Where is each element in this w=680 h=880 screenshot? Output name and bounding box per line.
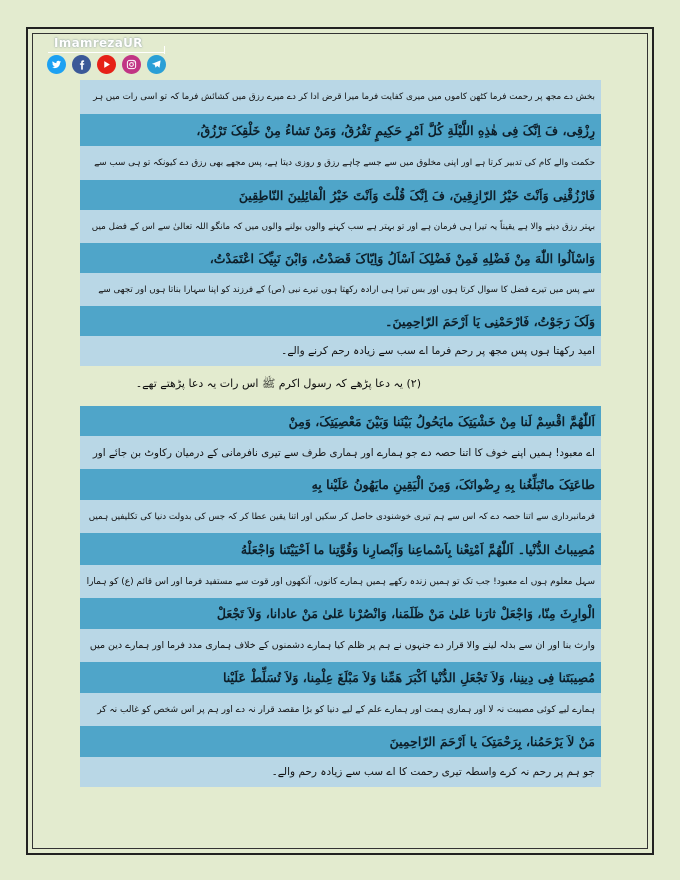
translation-line: امید رکھتا ہوں پس مجھ پر رحم فرما اے سب سے زیادہ رحم کرنے والے۔ [80, 336, 601, 366]
translation-line: ہمارے لیے کوئی مصیبت نہ لا اور ہماری ہمت اور ہمارے علم کے لیے دنیا کو بڑا مقصد قرار نہ دے اور ہم پر اس شخص کو غالب نہ کر [80, 693, 601, 726]
translation-line: بخش دے مجھ پر رحمت فرما کٹھن کاموں میں میری کفایت فرما میرا قرض ادا کر دے میرے رزق میں کشائش فرما کہ تو اسی رات میں ہر [80, 80, 601, 114]
translation-line: جو ہم پر رحم نہ کرے واسطہ تیری رحمت کا اے سب سے زیادہ رحم والے۔ [80, 757, 601, 787]
arabic-line: مُصِیبَتَنا فِی دِینِنا، وَلاَ تَجْعَلِ الدُّنْیا اَکْبَرَ هَمِّنا وَلاَ مَبْلَغَ عِلْمِنا، وَلاَ تُسَلِّطْ عَلَیْنا [80, 662, 601, 693]
translation-line: بہتر رزق دینے والا ہے یقیناً یہ تیرا ہی فرمان ہے اور تو بہتر ہے سب کہنے والوں بولنے والوں میں کہ مانگو اللہ تعالیٰ سے اس کے فضل میں [80, 210, 601, 243]
arabic-line: مُصِیباتُ الدُّنْیا۔ اَللّٰهُمَّ اَمْتِعْنا بِاَسْماعِنا وَاَبْصارِنا وَقُوَّتِنا ما اَحْیَیْتَنا وَاجْعَلْهُ [80, 533, 601, 565]
arabic-line: رِزْقِی، فَ اِنَّکَ فِی هٰذِهِ اللَّیْلَةِ کُلَّ اَمْرٍ حَکِیمٍ تَفْرُقُ، وَمَنْ تَشاءُ مِنْ خَلْقِکَ تَرْزُقُ، [80, 114, 601, 146]
arabic-line: وَلَکَ رَجَوْتُ، فَارْحَمْنِی یَا اَرْحَمَ الرّاحِمِینَ۔ [80, 306, 601, 336]
arabic-line: فَارْزُقْنِی وَاَنْتَ خَیْرُ الرّازِقِینَ، فَ اِنَّکَ قُلْتَ وَاَنْتَ خَیْرُ الْقائِلِینَ النّاطِقِینَ [80, 180, 601, 210]
arabic-line: وَاسْاَلُوا اللّٰهَ مِنْ فَضْلِهِ فَمِنْ فَضْلِکَ اَسْاَلُ وَاِیّاکَ قَصَدْتُ، وَابْنَ نَبِیِّکَ اعْتَمَدْتُ، [80, 243, 601, 273]
twitter-icon[interactable] [47, 55, 66, 74]
instagram-icon[interactable] [122, 55, 141, 74]
translation-line: اے معبود! ہمیں اپنے خوف کا اتنا حصہ دے جو ہمارے اور ہماری طرف سے تیری نافرمانی کے درمیان رکاوٹ بن جائے اور [80, 436, 601, 469]
translation-line: سے پس میں تیرے فضل کا سوال کرتا ہوں اور بس تیرا ہی ارادہ رکھتا ہوں تیرے نبی (ص) کے فرزند کو اپنا سہارا بناتا ہوں اور تجھی سے [80, 273, 601, 306]
arabic-line: طاعَتِکَ ماتُبَلِّغُنا بِهِ رِضْوانَکَ، وَمِنَ الْیَقِینِ مایَهُونُ عَلَیْنا بِهِ [80, 469, 601, 500]
facebook-icon[interactable] [72, 55, 91, 74]
youtube-icon[interactable] [97, 55, 116, 74]
translation-line: حکمت والے کام کی تدبیر کرتا ہے اور اپنی مخلوق میں سے جسے چاہے رزق و روزی دیتا ہے، پس مجھے بھی رزق دے کیونکہ تو ہی سب سے [80, 146, 601, 180]
telegram-icon[interactable] [147, 55, 166, 74]
arabic-line: اَللّٰهُمَّ اقْسِمْ لَنا مِنْ خَشْیَتِکَ مایَحُولُ بَیْنَنا وَبَیْنَ مَعْصِیَتِکَ، وَمِنْ [80, 406, 601, 436]
translation-line: فرمانبرداری سے اتنا حصہ دے کہ اس سے ہم تیری خوشنودی حاصل کر سکیں اور اتنا یقین عطا کر کہ جس کی بدولت دنیا کی تکلیفیں ہمیں [80, 500, 601, 533]
arabic-line: الْوارِثَ مِنّا، وَاجْعَلْ ثارَنا عَلیٰ مَنْ ظَلَمَنا، وَانْصُرْنا عَلیٰ مَنْ عادانا، وَلاَ تَجْعَلْ [80, 598, 601, 629]
arabic-line: مَنْ لاَ یَرْحَمُنا، بِرَحْمَتِکَ یا اَرْحَمَ الرّاحِمِینَ [80, 726, 601, 757]
social-links [47, 55, 166, 74]
section-heading: (۲) یہ دعا پڑھے کہ رسول اکرم ﷺ اس رات یہ دعا پڑھتے تھے۔ [135, 377, 421, 390]
translation-line: وارث بنا اور ان سے بدلہ لینے والا قرار دے جنہوں نے ہم پر ظلم کیا ہمارے دشمنوں کے خلاف ہماری مدد فرما اور ہمارے دین میں [80, 629, 601, 662]
brand-name: ImamrezaUR [54, 36, 143, 50]
translation-line: سہل معلوم ہوں اے معبود! جب تک تو ہمیں زندہ رکھے ہمیں ہمارے کانوں، آنکھوں اور قوت سے مستفید فرما اور اس قائم (ع) کو ہمارا [80, 565, 601, 598]
